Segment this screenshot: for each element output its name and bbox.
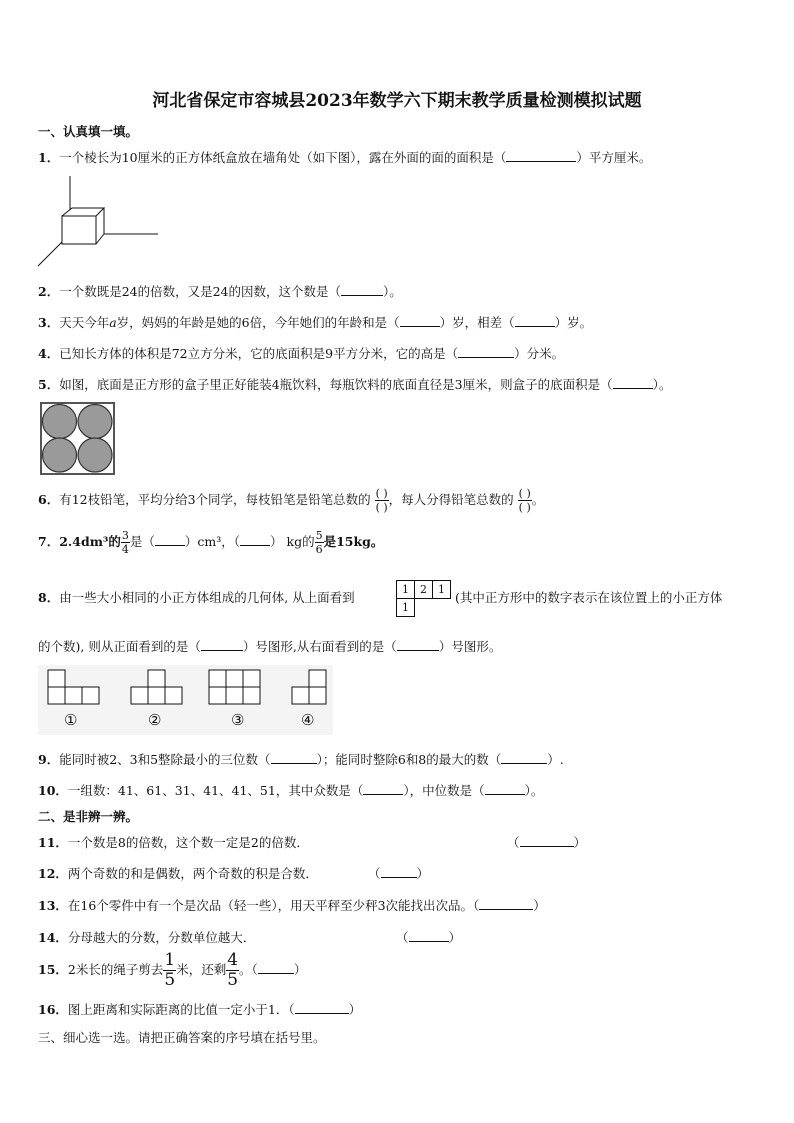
answer-blank[interactable] xyxy=(501,751,547,764)
section-3-heading: 三、细心选一选。请把正确答案的序号填在括号里。 xyxy=(38,1030,326,1045)
answer-blank[interactable] xyxy=(409,929,449,942)
answer-blank[interactable] xyxy=(341,283,383,296)
answer-blank[interactable] xyxy=(155,533,185,546)
answer-blank[interactable] xyxy=(240,533,270,546)
fraction-blank-2[interactable]: $\frac{( )}{( )}$ xyxy=(518,487,531,514)
answer-blank[interactable] xyxy=(515,314,555,327)
answer-blank[interactable] xyxy=(520,834,574,847)
question-15: 15．2米长的绳子剪去 $\frac{1}{5}$ 米，还剩 $\frac{4}{5}$ 。（ ） xyxy=(38,950,307,990)
answer-blank[interactable] xyxy=(271,751,317,764)
fraction-1-5: $\frac{1}{5}$ xyxy=(164,950,176,990)
page-title: 河北省保定市容城县2023年数学六下期末教学质量检测模拟试题 xyxy=(152,91,642,111)
question-4: 4．已知长方体的体积是72立方分米，它的底面积是9平方分米，它的高是（ ）分米。 xyxy=(38,346,565,361)
answer-blank[interactable] xyxy=(258,961,294,974)
question-2: 2．一个数既是24的倍数，又是24的因数，这个数是（ ）。 xyxy=(38,284,402,299)
fraction-4-5: $\frac{4}{5}$ xyxy=(227,950,239,990)
answer-blank[interactable] xyxy=(506,149,576,162)
view-options-figure xyxy=(38,665,333,735)
question-9: 9．能同时被2、3和5整除最小的三位数（ ）；能同时整除6和8的最大的数（ ）. xyxy=(38,752,564,767)
question-13: 13．在16个零件中有一个是次品（轻一些），用天平秤至少秤3次能找出次品。（ ） xyxy=(38,898,546,913)
question-8-line-2: 的个数), 则从正面看到的是（ ）号图形,从右面看到的是（ ）号图形。 xyxy=(38,639,502,654)
question-1: 1．一个棱长为10厘米的正方体纸盒放在墙角处（如下图），露在外面的面的面积是（ ）平方厘米。 xyxy=(38,150,652,165)
answer-blank[interactable] xyxy=(479,897,533,910)
question-3: 3．天天今年a岁，妈妈的年龄是她的6倍，今年她们的年龄和是（ ）岁，相差（ ）岁。 xyxy=(38,315,593,330)
question-14: 14．分母越大的分数，分数单位越大． xyxy=(38,930,256,945)
answer-blank[interactable] xyxy=(381,865,417,878)
question-number: 1． xyxy=(38,150,60,165)
question-16: 16．图上距离和实际距离的比值一定小于1．（ ） xyxy=(38,1002,362,1017)
section-1-heading: 一、认真填一填。 xyxy=(38,124,139,139)
option-label-4[interactable]: ④ xyxy=(301,711,315,729)
fraction-3-4: $\frac{3}{4}$ xyxy=(121,529,129,556)
question-11-answer: （ ） xyxy=(507,835,587,850)
question-10: 10．一组数：41、61、31、41、41、51，其中众数是（ ），中位数是（ ）。 xyxy=(38,783,544,798)
question-5: 5．如图，底面是正方形的盒子里正好能装4瓶饮料，每瓶饮料的底面直径是3厘米，则盒子的底面积是（ ）。 xyxy=(38,377,672,392)
option-label-1[interactable]: ① xyxy=(64,711,78,729)
answer-blank[interactable] xyxy=(201,638,243,651)
question-8: 8．由一些大小相同的小正方体组成的几何体, 从上面看到 xyxy=(38,590,355,605)
answer-blank[interactable] xyxy=(458,345,514,358)
question-8-continued: (其中正方形中的数字表示在该位置上的小正方体 xyxy=(455,590,723,605)
fraction-5-6: $\frac{5}{6}$ xyxy=(315,529,323,556)
question-12: 12．两个奇数的和是偶数，两个奇数的积是合数． xyxy=(38,866,318,881)
question-14-answer: （ ） xyxy=(396,930,462,945)
option-label-3[interactable]: ③ xyxy=(231,711,245,729)
cube-in-corner-figure xyxy=(36,176,161,268)
answer-blank[interactable] xyxy=(400,314,440,327)
option-label-2[interactable]: ② xyxy=(148,711,162,729)
fraction-blank-1[interactable]: $\frac{( )}{( )}$ xyxy=(375,487,388,514)
four-bottles-box-figure xyxy=(40,402,116,476)
variable-a: a xyxy=(109,315,117,330)
answer-blank[interactable] xyxy=(485,782,525,795)
question-6: 6．有12枝铅笔，平均分给3个同学，每枝铅笔是铅笔总数的 $\frac{( )}{( )}$ ，每人分得铅笔总数的 $\frac{( )}{( )}$ 。 xyxy=(38,487,545,514)
answer-blank[interactable] xyxy=(613,376,653,389)
top-view-grid: 1 2 1 1 xyxy=(396,580,452,616)
answer-blank[interactable] xyxy=(295,1001,349,1014)
question-7: 7．2.4dm³的 $\frac{3}{4}$ 是（ ）cm³，（ ） kg的 $\frac{5}{6}$ 是15kg。 xyxy=(38,529,384,556)
question-11: 11．一个数是8的倍数，这个数一定是2的倍数． xyxy=(38,835,309,850)
section-2-heading: 二、是非辨一辨。 xyxy=(38,809,139,824)
question-12-answer: （ ） xyxy=(368,866,430,881)
answer-blank[interactable] xyxy=(397,638,439,651)
answer-blank[interactable] xyxy=(363,782,403,795)
